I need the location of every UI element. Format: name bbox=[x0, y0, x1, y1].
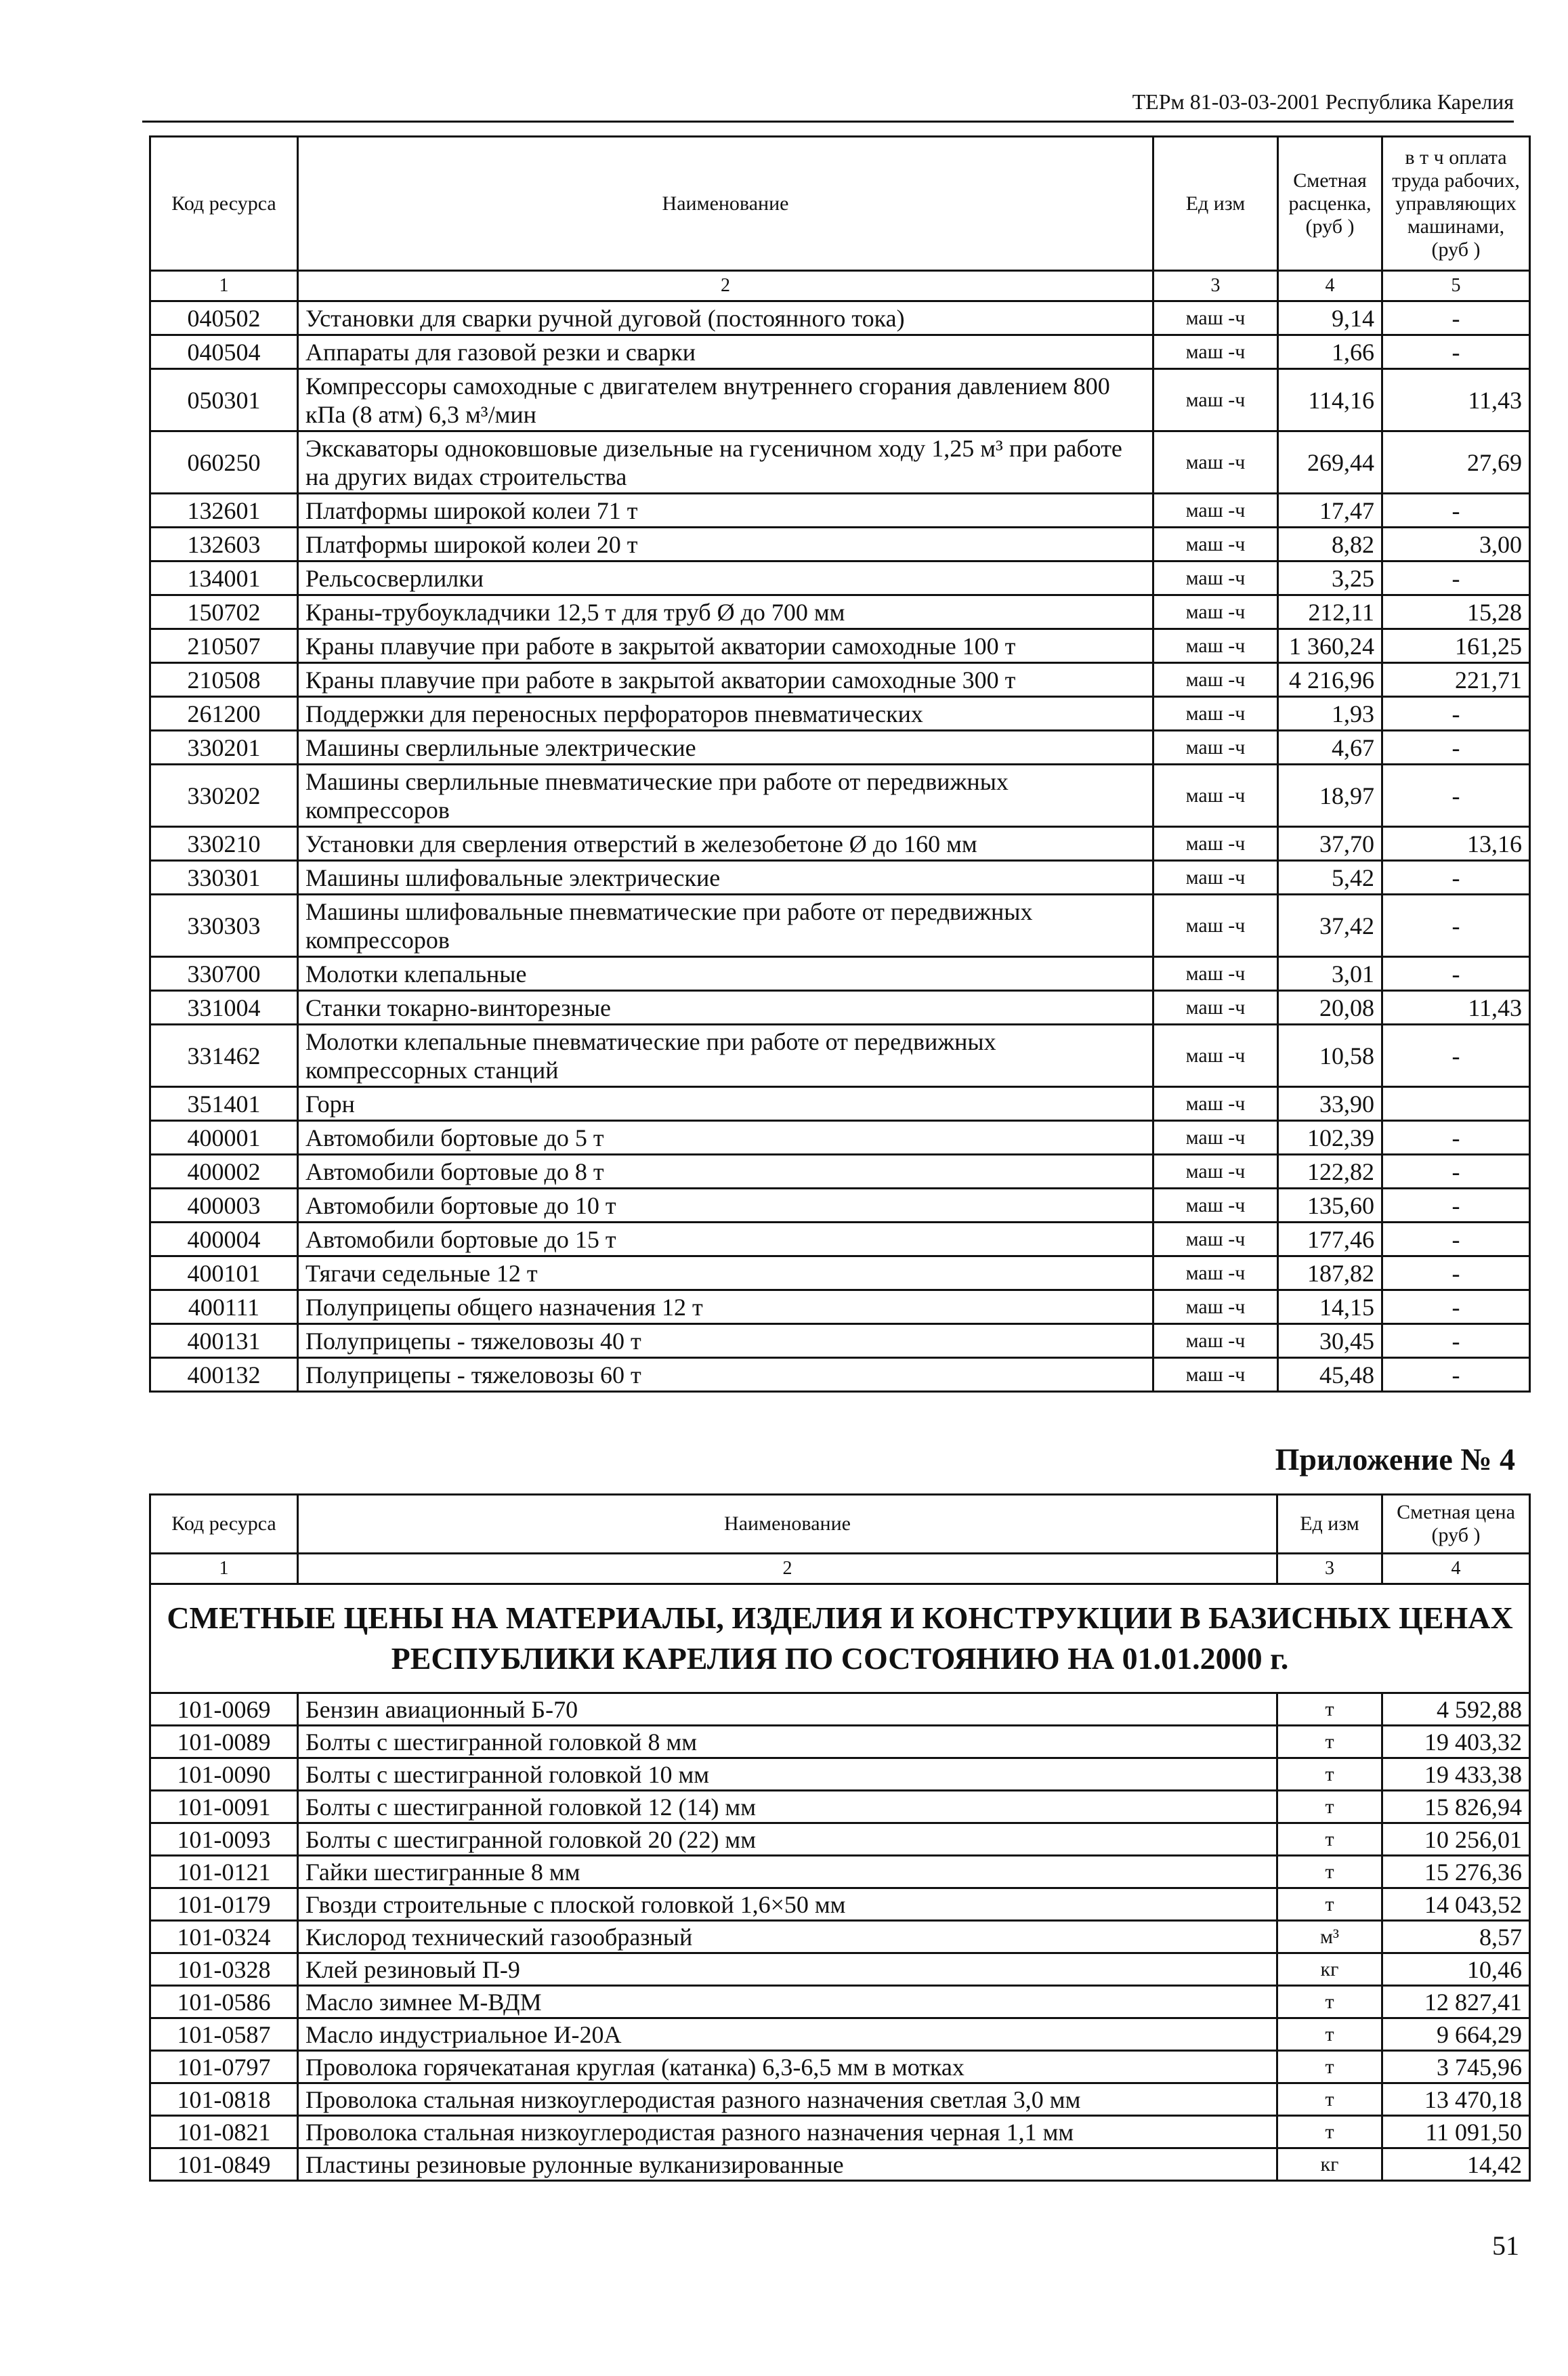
resource-code: 400101 bbox=[150, 1256, 298, 1290]
column-number: 2 bbox=[298, 1554, 1277, 1584]
price-cell: 9 664,29 bbox=[1382, 2018, 1530, 2051]
price-cell: 4,67 bbox=[1278, 731, 1382, 765]
price-cell: 33,90 bbox=[1278, 1087, 1382, 1121]
wage-cell: 3,00 bbox=[1382, 528, 1530, 561]
unit-cell: т bbox=[1277, 2116, 1382, 2148]
unit-cell: маш -ч bbox=[1153, 991, 1278, 1025]
wage-cell: - bbox=[1382, 1025, 1530, 1087]
unit-cell: маш -ч bbox=[1153, 957, 1278, 991]
wage-cell: - bbox=[1382, 731, 1530, 765]
material-name: Масло зимнее М-ВДМ bbox=[298, 1986, 1277, 2018]
resource-name: Платформы широкой колеи 20 т bbox=[298, 528, 1153, 561]
resource-code: 400111 bbox=[150, 1290, 298, 1324]
material-name: Пластины резиновые рулонные вулканизированные bbox=[298, 2148, 1277, 2181]
unit-cell: маш -ч bbox=[1153, 1256, 1278, 1290]
material-code: 101-0093 bbox=[150, 1823, 298, 1856]
column-number-row bbox=[150, 271, 1530, 301]
resource-code: 400131 bbox=[150, 1324, 298, 1358]
resource-name: Автомобили бортовые до 15 т bbox=[298, 1223, 1153, 1256]
table-row bbox=[150, 431, 1530, 494]
price-cell: 3,01 bbox=[1278, 957, 1382, 991]
table-row bbox=[150, 1256, 1530, 1290]
resource-name: Поддержки для переносных перфораторов пневматических bbox=[298, 697, 1153, 731]
price-cell: 8,57 bbox=[1382, 1921, 1530, 1953]
unit-cell: маш -ч bbox=[1153, 1087, 1278, 1121]
wage-cell: 11,43 bbox=[1382, 369, 1530, 431]
resource-code: 330700 bbox=[150, 957, 298, 991]
unit-cell: т bbox=[1277, 1823, 1382, 1856]
resource-code: 210507 bbox=[150, 629, 298, 663]
resource-code: 134001 bbox=[150, 561, 298, 595]
table-row bbox=[150, 2018, 1530, 2051]
price-cell: 15 276,36 bbox=[1382, 1856, 1530, 1888]
column-number: 3 bbox=[1277, 1554, 1382, 1584]
price-cell: 14 043,52 bbox=[1382, 1888, 1530, 1921]
resource-name: Машины сверлильные электрические bbox=[298, 731, 1153, 765]
column-number: 3 bbox=[1153, 271, 1278, 301]
table-row bbox=[150, 1791, 1530, 1823]
wage-cell: - bbox=[1382, 1324, 1530, 1358]
column-number: 1 bbox=[150, 1554, 298, 1584]
unit-cell: маш -ч bbox=[1153, 697, 1278, 731]
material-prices-table bbox=[149, 1493, 1531, 2182]
table-row bbox=[150, 1324, 1530, 1358]
price-cell: 135,60 bbox=[1278, 1189, 1382, 1223]
resource-name: Краны-трубоукладчики 12,5 т для труб Ø до 700 мм bbox=[298, 595, 1153, 629]
unit-cell: маш -ч bbox=[1153, 1358, 1278, 1392]
table-row bbox=[150, 1087, 1530, 1121]
price-cell: 45,48 bbox=[1278, 1358, 1382, 1392]
material-code: 101-0328 bbox=[150, 1953, 298, 1986]
page-number: 51 bbox=[1492, 2230, 1519, 2261]
table-row bbox=[150, 1290, 1530, 1324]
table-row bbox=[150, 1758, 1530, 1791]
table-row bbox=[150, 301, 1530, 335]
table-row bbox=[150, 827, 1530, 861]
resource-name: Машины шлифовальные пневматические при работе от передвижных компрессоров bbox=[298, 895, 1153, 957]
wage-cell: - bbox=[1382, 301, 1530, 335]
resource-code: 150702 bbox=[150, 595, 298, 629]
unit-cell: маш -ч bbox=[1153, 1121, 1278, 1155]
price-cell: 37,42 bbox=[1278, 895, 1382, 957]
material-code: 101-0121 bbox=[150, 1856, 298, 1888]
resource-name: Полуприцепы общего назначения 12 т bbox=[298, 1290, 1153, 1324]
table-row bbox=[150, 957, 1530, 991]
price-cell: 19 403,32 bbox=[1382, 1726, 1530, 1758]
price-cell: 17,47 bbox=[1278, 494, 1382, 528]
material-code: 101-0821 bbox=[150, 2116, 298, 2148]
column-number: 5 bbox=[1382, 271, 1530, 301]
price-cell: 269,44 bbox=[1278, 431, 1382, 494]
table-row bbox=[150, 1025, 1530, 1087]
unit-cell: маш -ч bbox=[1153, 528, 1278, 561]
wage-cell: - bbox=[1382, 561, 1530, 595]
material-code: 101-0818 bbox=[150, 2083, 298, 2116]
resource-name: Платформы широкой колеи 71 т bbox=[298, 494, 1153, 528]
material-name: Проволока стальная низкоуглеродистая разного назначения черная 1,1 мм bbox=[298, 2116, 1277, 2148]
unit-cell: т bbox=[1277, 1986, 1382, 2018]
wage-cell: - bbox=[1382, 1155, 1530, 1189]
resource-name: Аппараты для газовой резки и сварки bbox=[298, 335, 1153, 369]
resource-code: 330201 bbox=[150, 731, 298, 765]
header-unit: Ед изм bbox=[1153, 137, 1278, 271]
unit-cell: маш -ч bbox=[1153, 765, 1278, 827]
header-code: Код ресурса bbox=[150, 137, 298, 271]
wage-cell: 11,43 bbox=[1382, 991, 1530, 1025]
price-cell: 20,08 bbox=[1278, 991, 1382, 1025]
material-code: 101-0090 bbox=[150, 1758, 298, 1791]
price-cell: 122,82 bbox=[1278, 1155, 1382, 1189]
unit-cell: т bbox=[1277, 1758, 1382, 1791]
material-name: Болты с шестигранной головкой 8 мм bbox=[298, 1726, 1277, 1758]
material-name: Кислород технический газообразный bbox=[298, 1921, 1277, 1953]
price-cell: 11 091,50 bbox=[1382, 2116, 1530, 2148]
price-cell: 1,93 bbox=[1278, 697, 1382, 731]
unit-cell: маш -ч bbox=[1153, 431, 1278, 494]
price-cell: 5,42 bbox=[1278, 861, 1382, 895]
unit-cell: маш -ч bbox=[1153, 595, 1278, 629]
unit-cell: маш -ч bbox=[1153, 1223, 1278, 1256]
table-row bbox=[150, 561, 1530, 595]
table-row bbox=[150, 335, 1530, 369]
price-cell: 19 433,38 bbox=[1382, 1758, 1530, 1791]
table-row bbox=[150, 991, 1530, 1025]
resource-name: Горн bbox=[298, 1087, 1153, 1121]
price-cell: 15 826,94 bbox=[1382, 1791, 1530, 1823]
column-number: 4 bbox=[1278, 271, 1382, 301]
table-row bbox=[150, 1856, 1530, 1888]
resource-name: Автомобили бортовые до 8 т bbox=[298, 1155, 1153, 1189]
unit-cell: маш -ч bbox=[1153, 895, 1278, 957]
resource-name: Полуприцепы - тяжеловозы 60 т bbox=[298, 1358, 1153, 1392]
wage-cell: - bbox=[1382, 765, 1530, 827]
wage-cell: 13,16 bbox=[1382, 827, 1530, 861]
price-cell: 14,15 bbox=[1278, 1290, 1382, 1324]
unit-cell: кг bbox=[1277, 2148, 1382, 2181]
resource-code: 060250 bbox=[150, 431, 298, 494]
price-cell: 102,39 bbox=[1278, 1121, 1382, 1155]
table-row bbox=[150, 1726, 1530, 1758]
wage-cell: 161,25 bbox=[1382, 629, 1530, 663]
wage-cell: - bbox=[1382, 1358, 1530, 1392]
table-row bbox=[150, 1693, 1530, 1726]
table-row bbox=[150, 861, 1530, 895]
column-number-row bbox=[150, 1554, 1530, 1584]
table-row bbox=[150, 895, 1530, 957]
wage-cell: - bbox=[1382, 1223, 1530, 1256]
price-cell: 114,16 bbox=[1278, 369, 1382, 431]
unit-cell: маш -ч bbox=[1153, 663, 1278, 697]
price-cell: 10,46 bbox=[1382, 1953, 1530, 1986]
unit-cell: маш -ч bbox=[1153, 861, 1278, 895]
table-row bbox=[150, 528, 1530, 561]
resource-name: Краны плавучие при работе в закрытой акватории самоходные 100 т bbox=[298, 629, 1153, 663]
column-number: 2 bbox=[298, 271, 1153, 301]
resource-name: Молотки клепальные пневматические при работе от передвижных компрессорных станций bbox=[298, 1025, 1153, 1087]
unit-cell: кг bbox=[1277, 1953, 1382, 1986]
unit-cell: маш -ч bbox=[1153, 827, 1278, 861]
wage-cell bbox=[1382, 1087, 1530, 1121]
resource-code: 261200 bbox=[150, 697, 298, 731]
resource-name: Рельсосверлилки bbox=[298, 561, 1153, 595]
table-row bbox=[150, 1121, 1530, 1155]
unit-cell: маш -ч bbox=[1153, 1189, 1278, 1223]
resource-code: 132601 bbox=[150, 494, 298, 528]
unit-cell: маш -ч bbox=[1153, 1324, 1278, 1358]
material-code: 101-0069 bbox=[150, 1693, 298, 1726]
table-row bbox=[150, 1189, 1530, 1223]
resource-name: Машины сверлильные пневматические при работе от передвижных компрессоров bbox=[298, 765, 1153, 827]
unit-cell: м³ bbox=[1277, 1921, 1382, 1953]
resource-code: 210508 bbox=[150, 663, 298, 697]
material-name: Болты с шестигранной головкой 12 (14) мм bbox=[298, 1791, 1277, 1823]
material-code: 101-0089 bbox=[150, 1726, 298, 1758]
resource-name: Станки токарно-винторезные bbox=[298, 991, 1153, 1025]
resource-code: 330303 bbox=[150, 895, 298, 957]
unit-cell: т bbox=[1277, 1726, 1382, 1758]
table-row bbox=[150, 494, 1530, 528]
table-row bbox=[150, 595, 1530, 629]
table-row bbox=[150, 369, 1530, 431]
wage-cell: - bbox=[1382, 335, 1530, 369]
material-name: Бензин авиационный Б-70 bbox=[298, 1693, 1277, 1726]
table-row bbox=[150, 2083, 1530, 2116]
resource-code: 400001 bbox=[150, 1121, 298, 1155]
table-row bbox=[150, 731, 1530, 765]
material-name: Масло индустриальное И-20А bbox=[298, 2018, 1277, 2051]
price-cell: 1 360,24 bbox=[1278, 629, 1382, 663]
unit-cell: т bbox=[1277, 2083, 1382, 2116]
resource-code: 132603 bbox=[150, 528, 298, 561]
header-code: Код ресурса bbox=[150, 1495, 298, 1554]
resource-code: 351401 bbox=[150, 1087, 298, 1121]
price-cell: 3 745,96 bbox=[1382, 2051, 1530, 2083]
wage-cell: - bbox=[1382, 895, 1530, 957]
unit-cell: т bbox=[1277, 2051, 1382, 2083]
unit-cell: маш -ч bbox=[1153, 369, 1278, 431]
price-cell: 177,46 bbox=[1278, 1223, 1382, 1256]
price-cell: 37,70 bbox=[1278, 827, 1382, 861]
resource-code: 400132 bbox=[150, 1358, 298, 1392]
resource-code: 040502 bbox=[150, 301, 298, 335]
unit-cell: маш -ч bbox=[1153, 1155, 1278, 1189]
price-cell: 1,66 bbox=[1278, 335, 1382, 369]
wage-cell: - bbox=[1382, 861, 1530, 895]
appendix-title: Приложение № 4 bbox=[1275, 1442, 1515, 1477]
table-row bbox=[150, 1823, 1530, 1856]
wage-cell: - bbox=[1382, 957, 1530, 991]
material-name: Проволока стальная низкоуглеродистая разного назначения светлая 3,0 мм bbox=[298, 2083, 1277, 2116]
material-name: Гвозди строительные с плоской головкой 1,6×50 мм bbox=[298, 1888, 1277, 1921]
document-header bbox=[142, 88, 1514, 123]
resource-name: Краны плавучие при работе в закрытой акватории самоходные 300 т bbox=[298, 663, 1153, 697]
material-code: 101-0797 bbox=[150, 2051, 298, 2083]
unit-cell: маш -ч bbox=[1153, 301, 1278, 335]
resource-code: 040504 bbox=[150, 335, 298, 369]
unit-cell: маш -ч bbox=[1153, 335, 1278, 369]
resource-name: Установки для сварки ручной дуговой (постоянного тока) bbox=[298, 301, 1153, 335]
resource-name: Молотки клепальные bbox=[298, 957, 1153, 991]
table-row bbox=[150, 1953, 1530, 1986]
price-cell: 14,42 bbox=[1382, 2148, 1530, 2181]
price-cell: 12 827,41 bbox=[1382, 1986, 1530, 2018]
unit-cell: т bbox=[1277, 1856, 1382, 1888]
resource-code: 331004 bbox=[150, 991, 298, 1025]
header-price: Сметная цена (руб ) bbox=[1382, 1495, 1530, 1554]
unit-cell: т bbox=[1277, 1791, 1382, 1823]
unit-cell: т bbox=[1277, 2018, 1382, 2051]
document-reference: ТЕРм 81-03-03-2001 Республика Карелия bbox=[1132, 89, 1514, 114]
resource-name: Тягачи седельные 12 т bbox=[298, 1256, 1153, 1290]
price-cell: 3,25 bbox=[1278, 561, 1382, 595]
price-cell: 187,82 bbox=[1278, 1256, 1382, 1290]
unit-cell: т bbox=[1277, 1888, 1382, 1921]
wage-cell: 221,71 bbox=[1382, 663, 1530, 697]
unit-cell: маш -ч bbox=[1153, 731, 1278, 765]
header-name: Наименование bbox=[298, 137, 1153, 271]
unit-cell: маш -ч bbox=[1153, 629, 1278, 663]
wage-cell: - bbox=[1382, 1256, 1530, 1290]
table-row bbox=[150, 2051, 1530, 2083]
resource-code: 331462 bbox=[150, 1025, 298, 1087]
resource-code: 400003 bbox=[150, 1189, 298, 1223]
wage-cell: - bbox=[1382, 1189, 1530, 1223]
table-row bbox=[150, 765, 1530, 827]
price-cell: 10,58 bbox=[1278, 1025, 1382, 1087]
price-cell: 18,97 bbox=[1278, 765, 1382, 827]
table-row bbox=[150, 663, 1530, 697]
wage-cell: - bbox=[1382, 494, 1530, 528]
price-cell: 4 592,88 bbox=[1382, 1693, 1530, 1726]
wage-cell: - bbox=[1382, 1121, 1530, 1155]
resource-code: 400004 bbox=[150, 1223, 298, 1256]
material-name: Гайки шестигранные 8 мм bbox=[298, 1856, 1277, 1888]
material-name: Болты с шестигранной головкой 20 (22) мм bbox=[298, 1823, 1277, 1856]
material-code: 101-0849 bbox=[150, 2148, 298, 2181]
column-number: 1 bbox=[150, 271, 298, 301]
table-row bbox=[150, 2116, 1530, 2148]
price-cell: 9,14 bbox=[1278, 301, 1382, 335]
resource-name: Компрессоры самоходные с двигателем внутреннего сгорания давлением 800 кПа (8 атм) 6,3 м³/мин bbox=[298, 369, 1153, 431]
unit-cell: т bbox=[1277, 1693, 1382, 1726]
material-code: 101-0587 bbox=[150, 2018, 298, 2051]
price-cell: 212,11 bbox=[1278, 595, 1382, 629]
resource-name: Установки для сверления отверстий в железобетоне Ø до 160 мм bbox=[298, 827, 1153, 861]
header-name: Наименование bbox=[298, 1495, 1277, 1554]
resource-name: Автомобили бортовые до 5 т bbox=[298, 1121, 1153, 1155]
price-cell: 30,45 bbox=[1278, 1324, 1382, 1358]
table-row bbox=[150, 2148, 1530, 2181]
resource-name: Автомобили бортовые до 10 т bbox=[298, 1189, 1153, 1223]
unit-cell: маш -ч bbox=[1153, 561, 1278, 595]
table-row bbox=[150, 697, 1530, 731]
material-code: 101-0586 bbox=[150, 1986, 298, 2018]
table-row bbox=[150, 1986, 1530, 2018]
wage-cell: 27,69 bbox=[1382, 431, 1530, 494]
resource-code: 330202 bbox=[150, 765, 298, 827]
resource-name: Машины шлифовальные электрические bbox=[298, 861, 1153, 895]
header-wage: в т ч оплата труда рабочих, управляющих машинами, (руб ) bbox=[1382, 137, 1530, 271]
material-name: Клей резиновый П-9 bbox=[298, 1953, 1277, 1986]
machine-rates-table bbox=[149, 135, 1531, 1393]
wage-cell: 15,28 bbox=[1382, 595, 1530, 629]
resource-code: 330301 bbox=[150, 861, 298, 895]
wage-cell: - bbox=[1382, 1290, 1530, 1324]
resource-code: 400002 bbox=[150, 1155, 298, 1189]
material-code: 101-0324 bbox=[150, 1921, 298, 1953]
resource-code: 050301 bbox=[150, 369, 298, 431]
resource-name: Полуприцепы - тяжеловозы 40 т bbox=[298, 1324, 1153, 1358]
header-unit: Ед изм bbox=[1277, 1495, 1382, 1554]
material-name: Проволока горячекатаная круглая (катанка) 6,3-6,5 мм в мотках bbox=[298, 2051, 1277, 2083]
table-row bbox=[150, 1155, 1530, 1189]
material-code: 101-0179 bbox=[150, 1888, 298, 1921]
price-cell: 4 216,96 bbox=[1278, 663, 1382, 697]
table-row bbox=[150, 1888, 1530, 1921]
section-heading: СМЕТНЫЕ ЦЕНЫ НА МАТЕРИАЛЫ, ИЗДЕЛИЯ И КОНСТРУКЦИИ В БАЗИСНЫХ ЦЕНАХ РЕСПУБЛИКИ КАРЕЛИЯ ПО СОСТОЯНИЮ НА 01.01.2000 г. bbox=[150, 1584, 1530, 1693]
unit-cell: маш -ч bbox=[1153, 494, 1278, 528]
section-heading-row bbox=[150, 1584, 1530, 1693]
price-cell: 13 470,18 bbox=[1382, 2083, 1530, 2116]
wage-cell: - bbox=[1382, 697, 1530, 731]
material-code: 101-0091 bbox=[150, 1791, 298, 1823]
unit-cell: маш -ч bbox=[1153, 1290, 1278, 1324]
table-row bbox=[150, 1358, 1530, 1392]
table-row bbox=[150, 629, 1530, 663]
resource-name: Экскаваторы одноковшовые дизельные на гусеничном ходу 1,25 м³ при работе на других видах строительства bbox=[298, 431, 1153, 494]
price-cell: 8,82 bbox=[1278, 528, 1382, 561]
table-row bbox=[150, 1921, 1530, 1953]
unit-cell: маш -ч bbox=[1153, 1025, 1278, 1087]
column-number: 4 bbox=[1382, 1554, 1530, 1584]
header-price: Сметная расценка, (руб ) bbox=[1278, 137, 1382, 271]
material-name: Болты с шестигранной головкой 10 мм bbox=[298, 1758, 1277, 1791]
price-cell: 10 256,01 bbox=[1382, 1823, 1530, 1856]
resource-code: 330210 bbox=[150, 827, 298, 861]
table-row bbox=[150, 1223, 1530, 1256]
